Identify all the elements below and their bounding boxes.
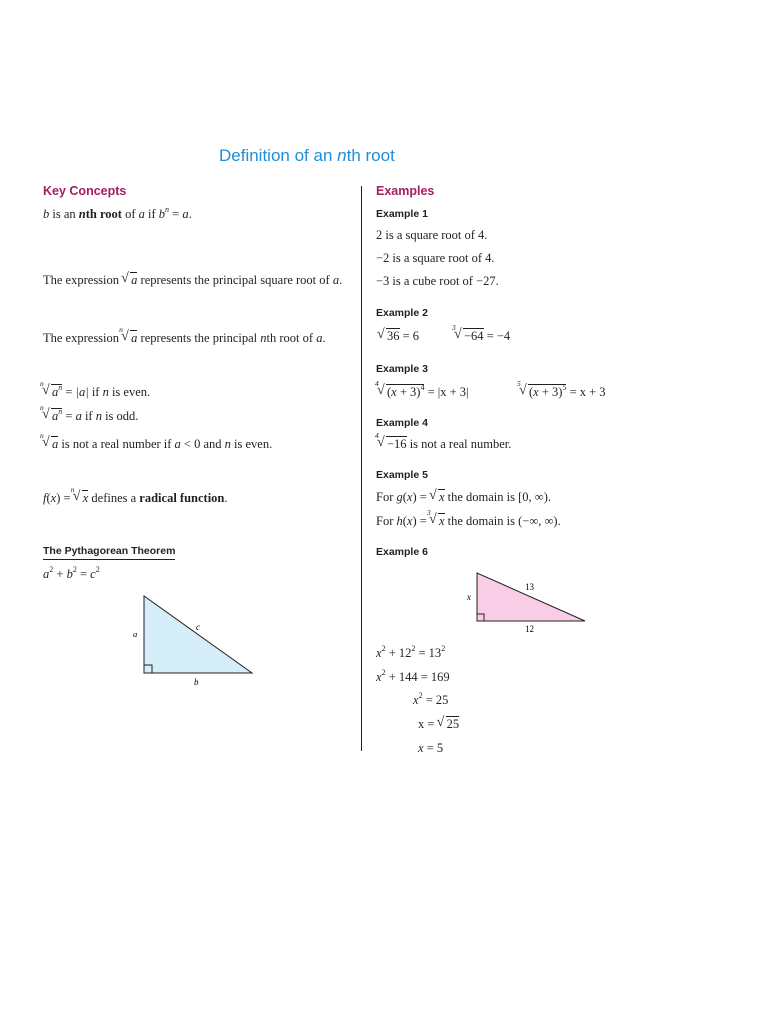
example-5-line-1: For g(x) = √ x the domain is [0, ∞). xyxy=(376,488,551,504)
side-b-label: b xyxy=(194,677,199,687)
even-root-rule: n √ $a^n = |a|$ if n is even. xyxy=(40,379,151,399)
example-1-line-2: −2 is a square root of 4. xyxy=(376,251,495,265)
side-x-label: x xyxy=(467,592,471,602)
triangle-blue-shape xyxy=(144,596,252,673)
examples-heading: Examples xyxy=(376,184,435,198)
example-5-line-2: For h(x) = 3 √ x the domain is (−∞, ∞). xyxy=(376,508,561,528)
example-5-label: Example 5 xyxy=(376,469,428,481)
example-4-label: Example 4 xyxy=(376,417,428,429)
triangle-pink-shape xyxy=(477,573,585,621)
example-6-label: Example 6 xyxy=(376,546,428,558)
example-3-fourth-root: 4 √ $(x + 3)^4 = |x + 3|$ xyxy=(375,379,469,399)
side-c-label: c xyxy=(196,622,200,632)
solution-step-5: x = 5 xyxy=(418,741,444,755)
example-6-triangle-diagram xyxy=(460,568,600,638)
pythagorean-formula: $a^2 + b^2 = c^2$ xyxy=(43,565,100,581)
example-3-fifth-root: 5 √ $(x + 3)^5 = x + 3$ xyxy=(517,379,606,399)
right-triangle-diagram xyxy=(120,590,270,690)
example-3-label: Example 3 xyxy=(376,363,428,375)
solution-step-4: x = √ 25 xyxy=(418,715,460,731)
principal-square-root-text: The expression √ a represents the principal square root of a. xyxy=(43,271,343,287)
example-2-label: Example 2 xyxy=(376,307,428,319)
column-divider xyxy=(361,186,362,751)
principal-nth-root-text: The expression n √ a represents the principal nth root of a. xyxy=(43,325,326,345)
solution-step-2: $x^2 + 144 = 169$ xyxy=(376,668,450,684)
key-concepts-heading: Key Concepts xyxy=(43,184,127,198)
solution-step-1: $x^2 + 12^2 = 13^2$ xyxy=(376,644,446,660)
radical-function-definition: f(x) = n √ x defines a radical function. xyxy=(43,485,228,505)
example-4-line: 4 √ −16 is not a real number. xyxy=(375,431,512,451)
not-real-rule: n √ a is not a real number if a < 0 and n is even. xyxy=(40,431,273,451)
side-12-label: 12 xyxy=(525,624,534,634)
example-1-label: Example 1 xyxy=(376,208,428,220)
example-2-sqrt36: √ 36 = 6 xyxy=(377,327,420,343)
odd-root-rule: n √ $a^n = a$ if n is odd. xyxy=(40,403,139,423)
hypotenuse-13-label: 13 xyxy=(525,582,534,592)
pythagorean-heading: The Pythagorean Theorem xyxy=(43,545,175,560)
example-1-line-3: −3 is a cube root of −27. xyxy=(376,274,499,288)
page-title: Definition of an nth root xyxy=(219,146,395,165)
example-1-line-1: 2 is a square root of 4. xyxy=(376,228,488,242)
side-a-label: a xyxy=(133,629,138,639)
solution-step-3: $x^2 = 25$ xyxy=(413,691,449,707)
nth-root-definition: b is an nth root of a if $b^n = a$. xyxy=(43,205,192,221)
example-2-cuberoot: 3 √ −64 = −4 xyxy=(452,323,511,343)
